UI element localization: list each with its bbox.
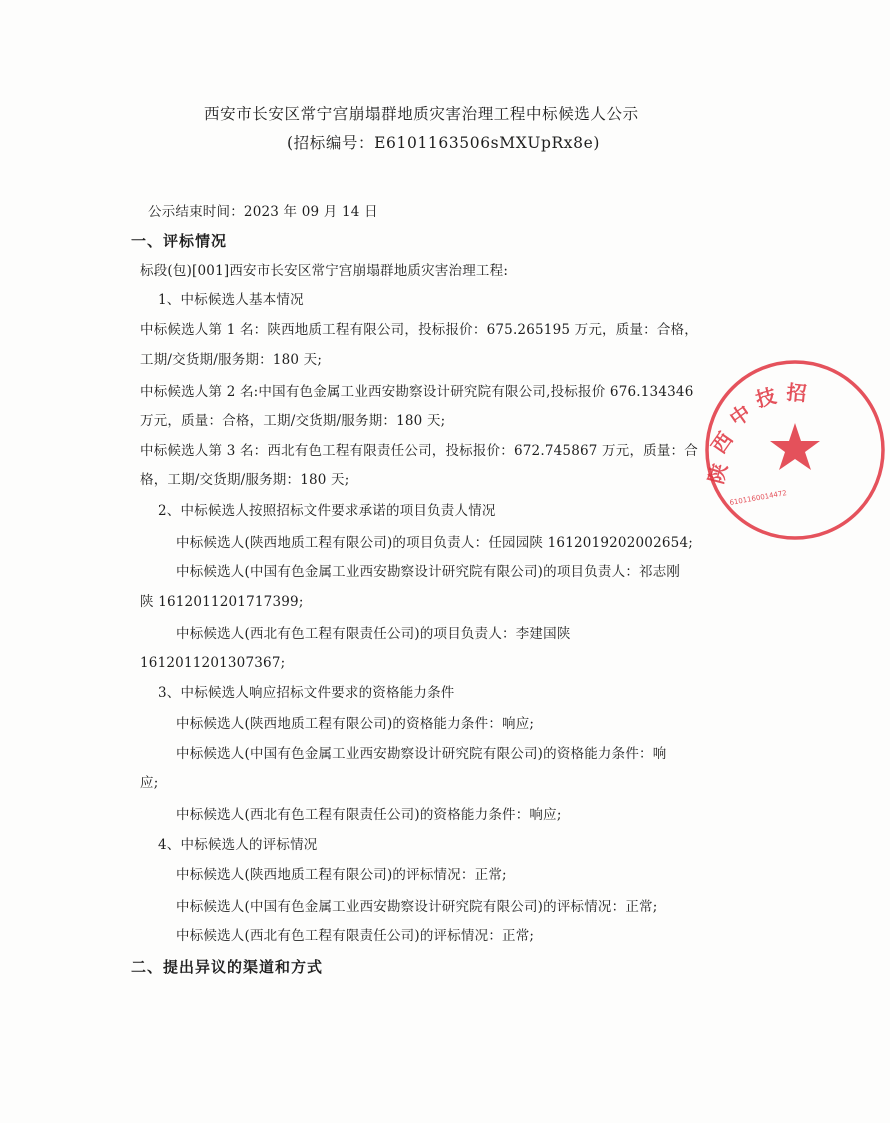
manager-candidate-3-line-1: 中标候选人(西北有色工程有限责任公司)的项目负责人：李建国陕 [176, 626, 571, 642]
svg-text:陕: 陕 [703, 460, 733, 487]
subsection-1-heading: 1、中标候选人基本情况 [158, 292, 304, 308]
lot-info: 标段(包)[001]西安市长安区常宁宫崩塌群地质灾害治理工程: [140, 263, 509, 279]
svg-text:招: 招 [785, 380, 808, 406]
manager-candidate-2-line-2: 陕 1612011201717399; [140, 594, 304, 610]
svg-text:6101160014472: 6101160014472 [728, 489, 788, 507]
candidate-1-line-1: 中标候选人第 1 名：陕西地质工程有限公司，投标报价：675.265195 万元，质量：合格， [140, 322, 698, 338]
svg-text:中: 中 [725, 399, 756, 432]
section-2-heading: 二、提出异议的渠道和方式 [131, 958, 324, 976]
tender-code: (招标编号：E6101163506sMXUpRx8e) [287, 134, 601, 152]
candidate-2-line-2: 万元，质量：合格，工期/交货期/服务期：180 天; [140, 413, 446, 429]
candidate-1-line-2: 工期/交货期/服务期：180 天; [140, 352, 323, 368]
svg-text:技: 技 [753, 383, 779, 412]
qualification-candidate-2-line-2: 应; [140, 775, 159, 791]
subsection-2-heading: 2、中标候选人按照招标文件要求承诺的项目负责人情况 [158, 503, 496, 519]
qualification-candidate-1: 中标候选人(陕西地质工程有限公司)的资格能力条件：响应; [176, 716, 535, 732]
candidate-3-line-2: 格，工期/交货期/服务期：180 天; [140, 472, 350, 488]
evaluation-candidate-3: 中标候选人(西北有色工程有限责任公司)的评标情况：正常; [176, 928, 535, 944]
subsection-3-heading: 3、中标候选人响应招标文件要求的资格能力条件 [158, 685, 455, 701]
qualification-candidate-2-line-1: 中标候选人(中国有色金属工业西安勘察设计研究院有限公司)的资格能力条件：响 [176, 746, 667, 762]
manager-candidate-1: 中标候选人(陕西地质工程有限公司)的项目负责人：任园园陕 1612019202002654; [176, 535, 693, 551]
section-1-heading: 一、评标情况 [131, 232, 228, 250]
company-seal [700, 355, 890, 545]
evaluation-candidate-2: 中标候选人(中国有色金属工业西安勘察设计研究院有限公司)的评标情况：正常; [176, 899, 658, 915]
candidate-2-line-1: 中标候选人第 2 名:中国有色金属工业西安勘察设计研究院有限公司,投标报价 676.134346 [140, 384, 694, 400]
manager-candidate-2-line-1: 中标候选人(中国有色金属工业西安勘察设计研究院有限公司)的项目负责人：祁志刚 [176, 564, 681, 580]
qualification-candidate-3: 中标候选人(西北有色工程有限责任公司)的资格能力条件：响应; [176, 807, 562, 823]
svg-text:西: 西 [706, 427, 738, 458]
document-title: 西安市长安区常宁宫崩塌群地质灾害治理工程中标候选人公示 [204, 105, 639, 123]
publicity-end-time: 公示结束时间：2023 年 09 月 14 日 [148, 204, 378, 220]
manager-candidate-3-line-2: 1612011201307367; [140, 655, 286, 671]
evaluation-candidate-1: 中标候选人(陕西地质工程有限公司)的评标情况：正常; [176, 867, 507, 883]
subsection-4-heading: 4、中标候选人的评标情况 [158, 837, 318, 853]
candidate-3-line-1: 中标候选人第 3 名：西北有色工程有限责任公司，投标报价：672.745867 万元，质量：合 [140, 443, 698, 459]
